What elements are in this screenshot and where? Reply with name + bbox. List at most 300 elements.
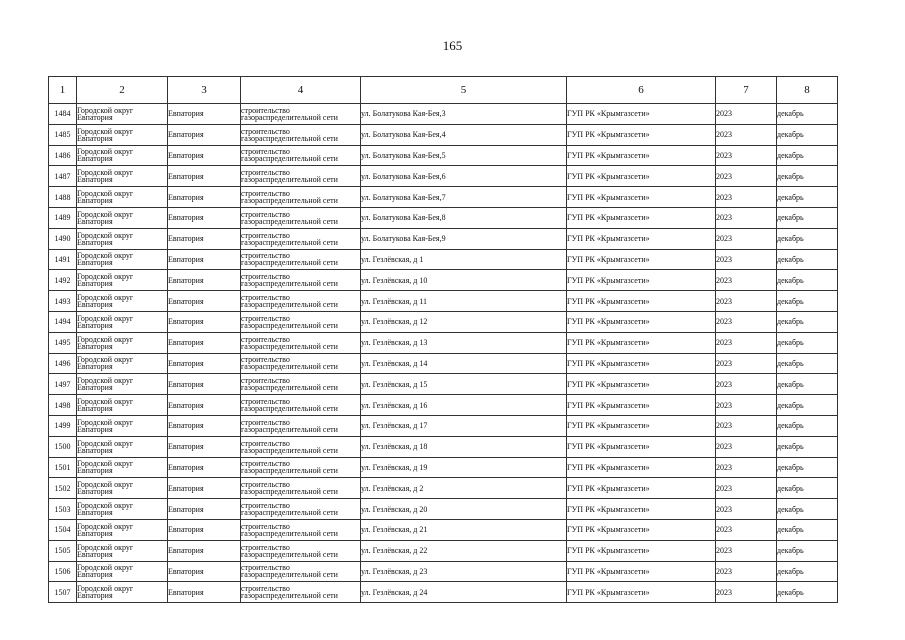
year-cell: 2023 [716,374,777,395]
month-cell: декабрь [777,166,838,187]
region-cell [77,187,168,208]
region-cell-line: Евпатория [77,279,113,289]
table-row [49,436,838,457]
region-cell [77,395,168,416]
city-cell: Евпатория [168,582,241,603]
table-row [49,582,838,603]
address-cell: ул. Гезлёвская, д 17 [361,415,567,436]
table-row [49,249,838,270]
organization-cell: ГУП РК «Крымгазсети» [567,457,716,478]
address-cell: ул. Гезлёвская, д 1 [361,249,567,270]
organization-cell: ГУП РК «Крымгазсети» [567,540,716,561]
row-number-cell: 1492 [49,270,77,291]
address-cell: ул. Гезлёвская, д 20 [361,499,567,520]
address-cell: ул. Гезлёвская, д 13 [361,332,567,353]
city-cell: Евпатория [168,228,241,249]
work-type-cell-line: газораспределительной сети [241,196,338,206]
table-row [49,374,838,395]
row-number-cell: 1496 [49,353,77,374]
row-number-cell: 1491 [49,249,77,270]
year-cell: 2023 [716,478,777,499]
work-type-cell-line: строительство [241,334,290,344]
column-header: 8 [777,77,838,104]
region-cell-line: Городской округ [77,355,134,365]
region-cell-line: Городской округ [77,230,134,240]
work-type-cell [241,145,361,166]
month-cell: декабрь [777,457,838,478]
organization-cell: ГУП РК «Крымгазсети» [567,415,716,436]
city-cell: Евпатория [168,145,241,166]
work-type-cell-line: строительство [241,147,290,157]
row-number-cell: 1507 [49,582,77,603]
table-row [49,332,838,353]
column-header: 7 [716,77,777,104]
year-cell: 2023 [716,249,777,270]
address-cell: ул. Болатуковa Кая-Бея,5 [361,145,567,166]
city-cell: Евпатория [168,291,241,312]
city-cell: Евпатория [168,353,241,374]
year-cell: 2023 [716,228,777,249]
row-number-cell: 1497 [49,374,77,395]
city-cell: Евпатория [168,395,241,416]
table-row [49,311,838,332]
work-type-cell [241,166,361,187]
region-cell [77,436,168,457]
region-cell [77,540,168,561]
month-cell: декабрь [777,187,838,208]
work-type-cell [241,187,361,208]
year-cell: 2023 [716,561,777,582]
month-cell: декабрь [777,478,838,499]
organization-cell: ГУП РК «Крымгазсети» [567,145,716,166]
region-cell [77,353,168,374]
city-cell: Евпатория [168,457,241,478]
year-cell: 2023 [716,311,777,332]
address-cell: ул. Гезлёвская, д 12 [361,311,567,332]
year-cell: 2023 [716,457,777,478]
table-row [49,145,838,166]
region-cell [77,478,168,499]
work-type-cell-line: строительство [241,251,290,261]
region-cell-line: Евпатория [77,549,113,559]
organization-cell: ГУП РК «Крымгазсети» [567,374,716,395]
year-cell: 2023 [716,540,777,561]
region-cell-line: Городской округ [77,293,134,303]
region-cell-line: Городской округ [77,168,134,178]
work-type-cell-line: строительство [241,105,290,115]
region-cell [77,104,168,125]
region-cell [77,249,168,270]
row-number-cell: 1495 [49,332,77,353]
row-number-cell: 1499 [49,415,77,436]
table-row [49,187,838,208]
address-cell: ул. Гезлёвская, д 23 [361,561,567,582]
row-number-cell: 1504 [49,519,77,540]
address-cell: ул. Гезлёвская, д 21 [361,519,567,540]
column-header: 3 [168,77,241,104]
year-cell: 2023 [716,332,777,353]
region-cell-line: Евпатория [77,175,113,185]
organization-cell: ГУП РК «Крымгазсети» [567,291,716,312]
organization-cell: ГУП РК «Крымгазсети» [567,311,716,332]
address-cell: ул. Болатуковa Кая-Бея,3 [361,104,567,125]
region-cell [77,124,168,145]
city-cell: Евпатория [168,519,241,540]
table-row [49,519,838,540]
row-number-cell: 1489 [49,207,77,228]
organization-cell: ГУП РК «Крымгазсети» [567,353,716,374]
city-cell: Евпатория [168,249,241,270]
organization-cell: ГУП РК «Крымгазсети» [567,478,716,499]
work-type-cell [241,395,361,416]
year-cell: 2023 [716,124,777,145]
work-type-cell-line: газораспределительной сети [241,549,338,559]
column-header: 1 [49,77,77,104]
table-row [49,499,838,520]
work-type-cell [241,353,361,374]
year-cell: 2023 [716,415,777,436]
organization-cell: ГУП РК «Крымгазсети» [567,561,716,582]
month-cell: декабрь [777,311,838,332]
region-cell [77,457,168,478]
work-type-cell [241,249,361,270]
table-row [49,270,838,291]
region-cell-line: Городской округ [77,126,134,136]
address-cell: ул. Болатуковa Кая-Бея,6 [361,166,567,187]
organization-cell: ГУП РК «Крымгазсети» [567,166,716,187]
work-type-cell-line: газораспределительной сети [241,528,338,538]
region-cell [77,582,168,603]
work-type-cell [241,374,361,395]
region-cell [77,415,168,436]
organization-cell: ГУП РК «Крымгазсети» [567,499,716,520]
region-cell-line: Городской округ [77,147,134,157]
work-type-cell-line: строительство [241,209,290,219]
address-cell: ул. Болатуковa Кая-Бея,4 [361,124,567,145]
month-cell: декабрь [777,499,838,520]
city-cell: Евпатория [168,124,241,145]
address-cell: ул. Гезлёвская, д 22 [361,540,567,561]
month-cell: декабрь [777,540,838,561]
work-type-cell-line: газораспределительной сети [241,404,338,414]
work-type-cell [241,457,361,478]
work-type-cell [241,540,361,561]
table-body [49,104,838,603]
work-type-cell-line: газораспределительной сети [241,258,338,268]
city-cell: Евпатория [168,207,241,228]
city-cell: Евпатория [168,478,241,499]
month-cell: декабрь [777,519,838,540]
region-cell-line: Городской округ [77,501,134,511]
work-type-cell-line: строительство [241,293,290,303]
row-number-cell: 1488 [49,187,77,208]
organization-cell: ГУП РК «Крымгазсети» [567,207,716,228]
row-number-cell: 1484 [49,104,77,125]
work-type-cell-line: газораспределительной сети [241,383,338,393]
region-cell [77,145,168,166]
region-cell-line: Городской округ [77,417,134,427]
row-number-cell: 1490 [49,228,77,249]
work-type-cell-line: строительство [241,272,290,282]
work-type-cell-line: строительство [241,355,290,365]
work-type-cell [241,436,361,457]
work-type-cell-line: газораспределительной сети [241,237,338,247]
address-cell: ул. Гезлёвская, д 11 [361,291,567,312]
work-type-cell [241,311,361,332]
work-type-cell-line: газораспределительной сети [241,320,338,330]
region-cell [77,311,168,332]
row-number-cell: 1505 [49,540,77,561]
work-type-cell-line: строительство [241,563,290,573]
month-cell: декабрь [777,415,838,436]
row-number-cell: 1485 [49,124,77,145]
region-cell [77,374,168,395]
city-cell: Евпатория [168,540,241,561]
organization-cell: ГУП РК «Крымгазсети» [567,270,716,291]
address-cell: ул. Болатуковa Кая-Бея,7 [361,187,567,208]
region-cell-line: Евпатория [77,258,113,268]
address-cell: ул. Гезлёвская, д 15 [361,374,567,395]
row-number-cell: 1500 [49,436,77,457]
row-number-cell: 1502 [49,478,77,499]
region-cell [77,166,168,187]
address-cell: ул. Гезлёвская, д 18 [361,436,567,457]
region-cell [77,332,168,353]
table-row [49,124,838,145]
work-type-cell-line: газораспределительной сети [241,216,338,226]
region-cell-line: Евпатория [77,528,113,538]
work-type-cell-line: газораспределительной сети [241,175,338,185]
work-type-cell-line: газораспределительной сети [241,362,338,372]
organization-cell: ГУП РК «Крымгазсети» [567,436,716,457]
work-type-cell-line: газораспределительной сети [241,570,338,580]
table-row [49,207,838,228]
row-number-cell: 1487 [49,166,77,187]
row-number-cell: 1486 [49,145,77,166]
year-cell: 2023 [716,207,777,228]
region-cell-line: Городской округ [77,521,134,531]
month-cell: декабрь [777,436,838,457]
work-type-cell-line: газораспределительной сети [241,424,338,434]
city-cell: Евпатория [168,332,241,353]
address-cell: ул. Гезлёвская, д 14 [361,353,567,374]
region-cell-line: Евпатория [77,320,113,330]
region-cell-line: Евпатория [77,424,113,434]
region-cell-line: Евпатория [77,216,113,226]
work-type-cell-line: газораспределительной сети [241,487,338,497]
data-table [48,76,838,603]
organization-cell: ГУП РК «Крымгазсети» [567,332,716,353]
work-type-cell-line: строительство [241,230,290,240]
city-cell: Евпатория [168,187,241,208]
organization-cell: ГУП РК «Крымгазсети» [567,249,716,270]
year-cell: 2023 [716,353,777,374]
year-cell: 2023 [716,104,777,125]
work-type-cell-line: строительство [241,417,290,427]
header-row [49,77,838,104]
work-type-cell-line: строительство [241,189,290,199]
work-type-cell-line: строительство [241,480,290,490]
table-row [49,166,838,187]
region-cell-line: Городской округ [77,272,134,282]
table-row [49,395,838,416]
region-cell-line: Евпатория [77,154,113,164]
column-header: 6 [567,77,716,104]
month-cell: декабрь [777,145,838,166]
month-cell: декабрь [777,249,838,270]
city-cell: Евпатория [168,374,241,395]
year-cell: 2023 [716,519,777,540]
region-cell-line: Городской округ [77,376,134,386]
city-cell: Евпатория [168,561,241,582]
month-cell: декабрь [777,270,838,291]
region-cell [77,270,168,291]
city-cell: Евпатория [168,270,241,291]
work-type-cell [241,124,361,145]
row-number-cell: 1506 [49,561,77,582]
region-cell-line: Городской округ [77,563,134,573]
year-cell: 2023 [716,187,777,208]
city-cell: Евпатория [168,166,241,187]
table-row [49,104,838,125]
month-cell: декабрь [777,228,838,249]
work-type-cell-line: газораспределительной сети [241,300,338,310]
region-cell-line: Евпатория [77,383,113,393]
month-cell: декабрь [777,124,838,145]
city-cell: Евпатория [168,436,241,457]
table-row [49,353,838,374]
work-type-cell [241,228,361,249]
work-type-cell [241,291,361,312]
address-cell: ул. Гезлёвская, д 10 [361,270,567,291]
page-number: 165 [442,38,463,53]
work-type-cell [241,332,361,353]
table-row [49,561,838,582]
region-cell-line: Евпатория [77,487,113,497]
region-cell-line: Евпатория [77,466,113,476]
row-number-cell: 1503 [49,499,77,520]
region-cell-line: Городской округ [77,397,134,407]
region-cell-line: Городской округ [77,480,134,490]
region-cell-line: Евпатория [77,445,113,455]
table-row [49,415,838,436]
column-header: 2 [77,77,168,104]
month-cell: декабрь [777,353,838,374]
work-type-cell-line: строительство [241,168,290,178]
region-cell-line: Евпатория [77,133,113,143]
work-type-cell-line: строительство [241,397,290,407]
organization-cell: ГУП РК «Крымгазсети» [567,104,716,125]
region-cell-line: Городской округ [77,542,134,552]
address-cell: ул. Гезлёвская, д 16 [361,395,567,416]
work-type-cell-line: строительство [241,542,290,552]
work-type-cell [241,270,361,291]
region-cell-line: Городской округ [77,105,134,115]
year-cell: 2023 [716,395,777,416]
region-cell-line: Евпатория [77,570,113,580]
year-cell: 2023 [716,270,777,291]
region-cell-line: Евпатория [77,591,113,601]
work-type-cell [241,415,361,436]
month-cell: декабрь [777,374,838,395]
region-cell-line: Городской округ [77,313,134,323]
work-type-cell-line: строительство [241,459,290,469]
work-type-cell-line: строительство [241,584,290,594]
work-type-cell-line: газораспределительной сети [241,591,338,601]
month-cell: декабрь [777,561,838,582]
work-type-cell-line: строительство [241,438,290,448]
year-cell: 2023 [716,499,777,520]
month-cell: декабрь [777,332,838,353]
table-row [49,228,838,249]
work-type-cell [241,519,361,540]
month-cell: декабрь [777,207,838,228]
address-cell: ул. Гезлёвская, д 2 [361,478,567,499]
table-row [49,540,838,561]
region-cell-line: Евпатория [77,341,113,351]
region-cell [77,499,168,520]
row-number-cell: 1494 [49,311,77,332]
work-type-cell-line: строительство [241,521,290,531]
work-type-cell-line: газораспределительной сети [241,279,338,289]
year-cell: 2023 [716,291,777,312]
region-cell-line: Евпатория [77,300,113,310]
organization-cell: ГУП РК «Крымгазсети» [567,124,716,145]
work-type-cell [241,499,361,520]
work-type-cell-line: газораспределительной сети [241,133,338,143]
table-row [49,457,838,478]
column-header: 5 [361,77,567,104]
organization-cell: ГУП РК «Крымгазсети» [567,228,716,249]
region-cell [77,207,168,228]
work-type-cell-line: газораспределительной сети [241,508,338,518]
region-cell-line: Евпатория [77,237,113,247]
organization-cell: ГУП РК «Крымгазсети» [567,395,716,416]
table-row [49,291,838,312]
work-type-cell [241,561,361,582]
work-type-cell [241,104,361,125]
city-cell: Евпатория [168,415,241,436]
table-row [49,478,838,499]
work-type-cell [241,582,361,603]
year-cell: 2023 [716,582,777,603]
year-cell: 2023 [716,145,777,166]
row-number-cell: 1498 [49,395,77,416]
work-type-cell-line: строительство [241,376,290,386]
organization-cell: ГУП РК «Крымгазсети» [567,519,716,540]
region-cell-line: Евпатория [77,196,113,206]
work-type-cell-line: газораспределительной сети [241,466,338,476]
region-cell-line: Евпатория [77,508,113,518]
region-cell-line: Городской округ [77,438,134,448]
region-cell-line: Городской округ [77,459,134,469]
row-number-cell: 1501 [49,457,77,478]
region-cell-line: Городской округ [77,584,134,594]
address-cell: ул. Гезлёвская, д 24 [361,582,567,603]
year-cell: 2023 [716,166,777,187]
row-number-cell: 1493 [49,291,77,312]
work-type-cell-line: строительство [241,313,290,323]
region-cell-line: Городской округ [77,334,134,344]
region-cell-line: Городской округ [77,209,134,219]
address-cell: ул. Болатуковa Кая-Бея,9 [361,228,567,249]
region-cell-line: Городской округ [77,189,134,199]
column-header: 4 [241,77,361,104]
region-cell-line: Евпатория [77,362,113,372]
month-cell: декабрь [777,582,838,603]
address-cell: ул. Болатуковa Кая-Бея,8 [361,207,567,228]
region-cell-line: Городской округ [77,251,134,261]
